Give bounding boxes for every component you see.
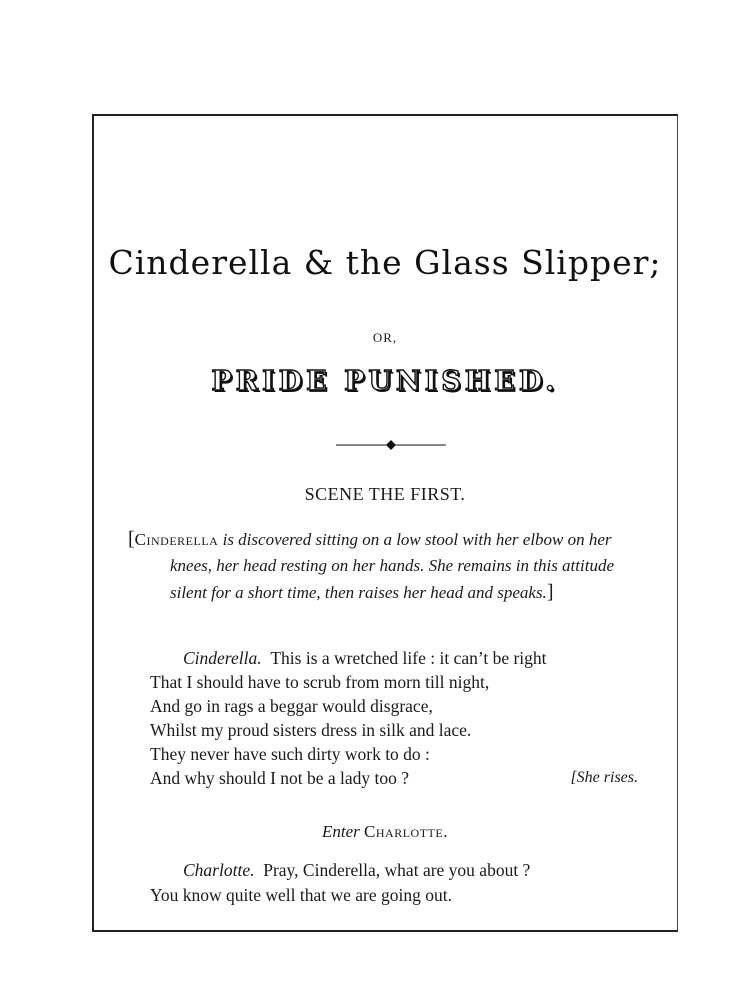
enter-character: Charlotte. — [364, 822, 448, 841]
speech-charlotte — [150, 858, 650, 908]
speaker-name: Charlotte. — [183, 860, 255, 880]
speech-cinderella — [150, 646, 650, 790]
scene-heading: SCENE THE FIRST. — [304, 484, 466, 504]
verse-line — [150, 858, 650, 883]
speaker-name: Cinderella. — [183, 648, 262, 668]
stage-direction-character: Cinderella — [134, 530, 219, 549]
verse-line: You know quite well that we are going out. — [150, 885, 453, 905]
verse-line: And go in rags a beggar would disgrace, — [150, 696, 433, 716]
verse-line — [150, 646, 650, 670]
stage-direction — [128, 526, 648, 606]
enter-word: Enter — [322, 822, 360, 841]
verse-line-text: Pray, Cinderella, what are you about ? — [263, 860, 531, 880]
stage-aside: [She rises. — [570, 769, 638, 786]
ornament-divider-icon — [336, 440, 446, 450]
or-separator: OR, — [372, 330, 398, 345]
stage-direction-close-bracket: ] — [546, 581, 554, 603]
verse-line-text: This is a wretched life : it can’t be right — [270, 648, 547, 668]
verse-line-text: And why should I not be a lady too ? — [150, 768, 410, 788]
page-title: Cinderella & the Glass Slipper; — [108, 243, 662, 282]
page-border — [92, 114, 678, 932]
stage-direction-line-3: remains in this attitude silent for a short time, then raises — [170, 556, 614, 602]
page-subtitle: PRIDE PUNISHED. — [211, 366, 559, 397]
verse-line — [150, 766, 650, 790]
stage-direction-open-bracket: [ — [128, 528, 135, 550]
entrance-direction — [92, 822, 678, 842]
stage-direction-line-4: her head and speaks. — [403, 583, 547, 602]
verse-line: Whilst my proud sisters dress in silk and lace. — [150, 720, 472, 740]
verse-line: That I should have to scrub from morn till night, — [150, 672, 490, 692]
verse-line: They never have such dirty work to do : — [150, 744, 430, 764]
stage-direction-line-1: is discovered sitting on a low stool with her — [218, 530, 519, 549]
stage-direction-line-2: elbow on her knees, her head resting on her hands. She — [170, 530, 612, 575]
